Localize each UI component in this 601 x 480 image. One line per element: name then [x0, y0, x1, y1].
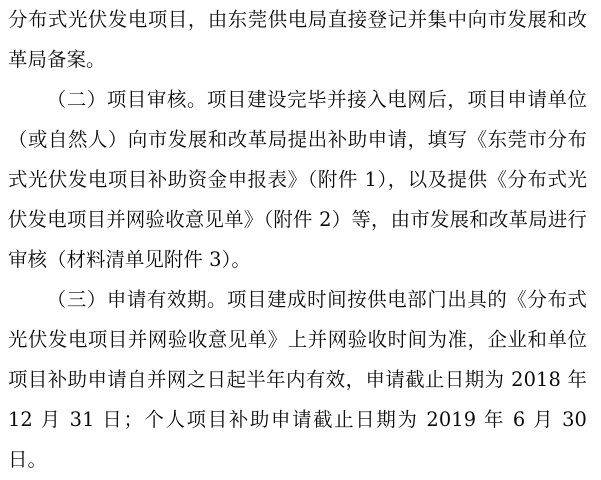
- document-body: [8, 0, 587, 480]
- paragraph-item-3: （三）申请有效期。项目建成时间按供电部门出具的《分布式光伏发电项目并网验收意见单》上并网验收时间为准，企业和单位项目补助申请自并网之日起半年内有效，申请截止日期为 2018 年 12 月 31 日；个人项目补助申请截止日期为 2019 年 6 月 30 日。: [8, 288, 587, 471]
- paragraph-item-2: （二）项目审核。项目建设完毕并接入电网后，项目申请单位（或自然人）向市发展和改革局提出补助申请，填写《东莞市分布式光伏发电项目补助资金申报表》（附件 1），以及提供《分布式光伏发电项目并网验收意见单》（附件 2）等，由市发展和改革局进行审核（材料清单见附件 3）。: [8, 88, 587, 271]
- paragraph-continued: 分布式光伏发电项目，由东莞供电局直接登记并集中向市发展和改革局备案。: [8, 8, 587, 71]
